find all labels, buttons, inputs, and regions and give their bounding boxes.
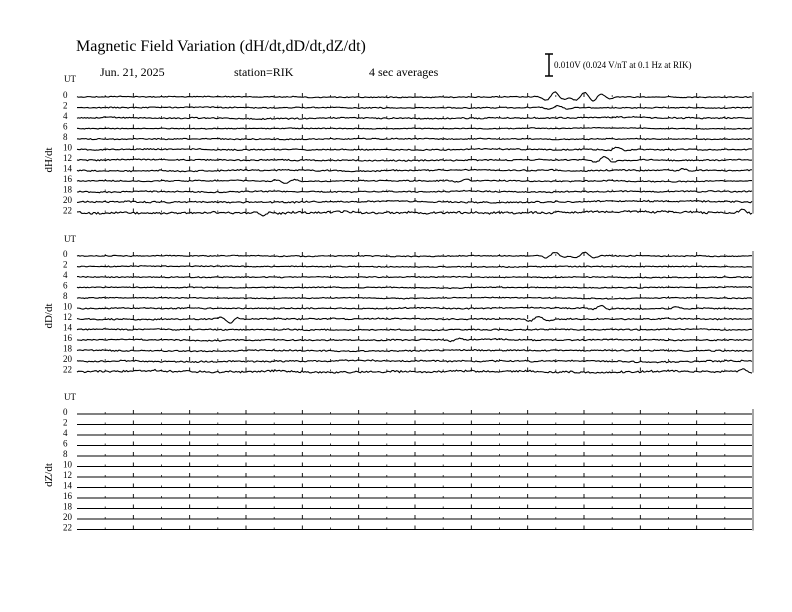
row-label-22: 22 [63, 364, 72, 375]
trace-20 [77, 360, 752, 363]
trace-14 [77, 169, 752, 172]
row-label-0: 0 [63, 90, 68, 100]
trace-22 [77, 209, 752, 216]
row-label-14: 14 [63, 480, 72, 491]
row-label-12: 12 [63, 470, 72, 480]
trace-12 [77, 317, 752, 324]
row-label-2: 2 [63, 259, 68, 270]
row-label-22: 22 [63, 522, 72, 533]
trace-22 [77, 369, 752, 373]
station-label: station=RIK [234, 65, 294, 79]
row-label-6: 6 [63, 280, 68, 291]
row-label-18: 18 [63, 501, 72, 512]
trace-12 [77, 157, 752, 163]
trace-16 [77, 179, 752, 183]
trace-0 [77, 92, 752, 101]
date-label: Jun. 21, 2025 [100, 65, 165, 79]
panel-dH-dt [43, 74, 753, 216]
panel-dD-dt [43, 234, 753, 375]
trace-4 [77, 116, 752, 119]
row-label-8: 8 [63, 449, 68, 459]
row-label-6: 6 [63, 438, 68, 449]
row-label-16: 16 [63, 333, 72, 343]
trace-6 [77, 128, 752, 130]
row-label-10: 10 [63, 301, 72, 312]
trace-4 [77, 276, 752, 278]
row-label-0: 0 [63, 249, 68, 259]
trace-10 [77, 147, 752, 151]
row-label-16: 16 [63, 491, 72, 501]
trace-2 [77, 266, 752, 268]
row-label-4: 4 [63, 428, 68, 438]
panel-ylabel: dD/dt [43, 303, 55, 329]
trace-6 [77, 287, 752, 289]
trace-8 [77, 297, 752, 299]
row-label-8: 8 [63, 132, 68, 142]
row-label-18: 18 [63, 184, 72, 195]
trace-10 [77, 305, 752, 309]
panel-dZ-dt [43, 392, 753, 533]
row-label-4: 4 [63, 111, 68, 121]
scale-bar-label: 0.010V (0.024 V/nT at 0.1 Hz at RIK) [554, 60, 692, 70]
ut-axis-label: UT [64, 392, 76, 402]
page-title: Magnetic Field Variation (dH/dt,dD/dt,dZ/dt) [76, 38, 366, 55]
row-label-14: 14 [63, 322, 72, 333]
trace-0 [77, 252, 752, 258]
row-label-20: 20 [63, 354, 72, 364]
row-label-22: 22 [63, 205, 72, 216]
panel-ylabel: dH/dt [43, 147, 55, 173]
row-label-8: 8 [63, 291, 68, 301]
row-label-6: 6 [63, 121, 68, 132]
row-label-0: 0 [63, 407, 68, 417]
ut-axis-label: UT [64, 74, 76, 84]
averaging-label: 4 sec averages [369, 65, 439, 79]
row-label-10: 10 [63, 459, 72, 470]
row-label-14: 14 [63, 163, 72, 174]
trace-8 [77, 138, 752, 140]
row-label-12: 12 [63, 312, 72, 322]
row-label-16: 16 [63, 174, 72, 184]
row-label-10: 10 [63, 142, 72, 153]
row-label-2: 2 [63, 417, 68, 428]
trace-20 [77, 200, 752, 203]
row-label-12: 12 [63, 153, 72, 163]
trace-2 [77, 106, 752, 110]
ut-axis-label: UT [64, 234, 76, 244]
row-label-2: 2 [63, 100, 68, 111]
row-label-20: 20 [63, 195, 72, 205]
trace-18 [77, 190, 752, 192]
row-label-18: 18 [63, 343, 72, 354]
trace-16 [77, 338, 752, 342]
trace-14 [77, 329, 752, 331]
panel-ylabel: dZ/dt [43, 463, 55, 487]
row-label-20: 20 [63, 512, 72, 522]
trace-18 [77, 350, 752, 352]
scale-bar [545, 54, 553, 76]
row-label-4: 4 [63, 270, 68, 280]
